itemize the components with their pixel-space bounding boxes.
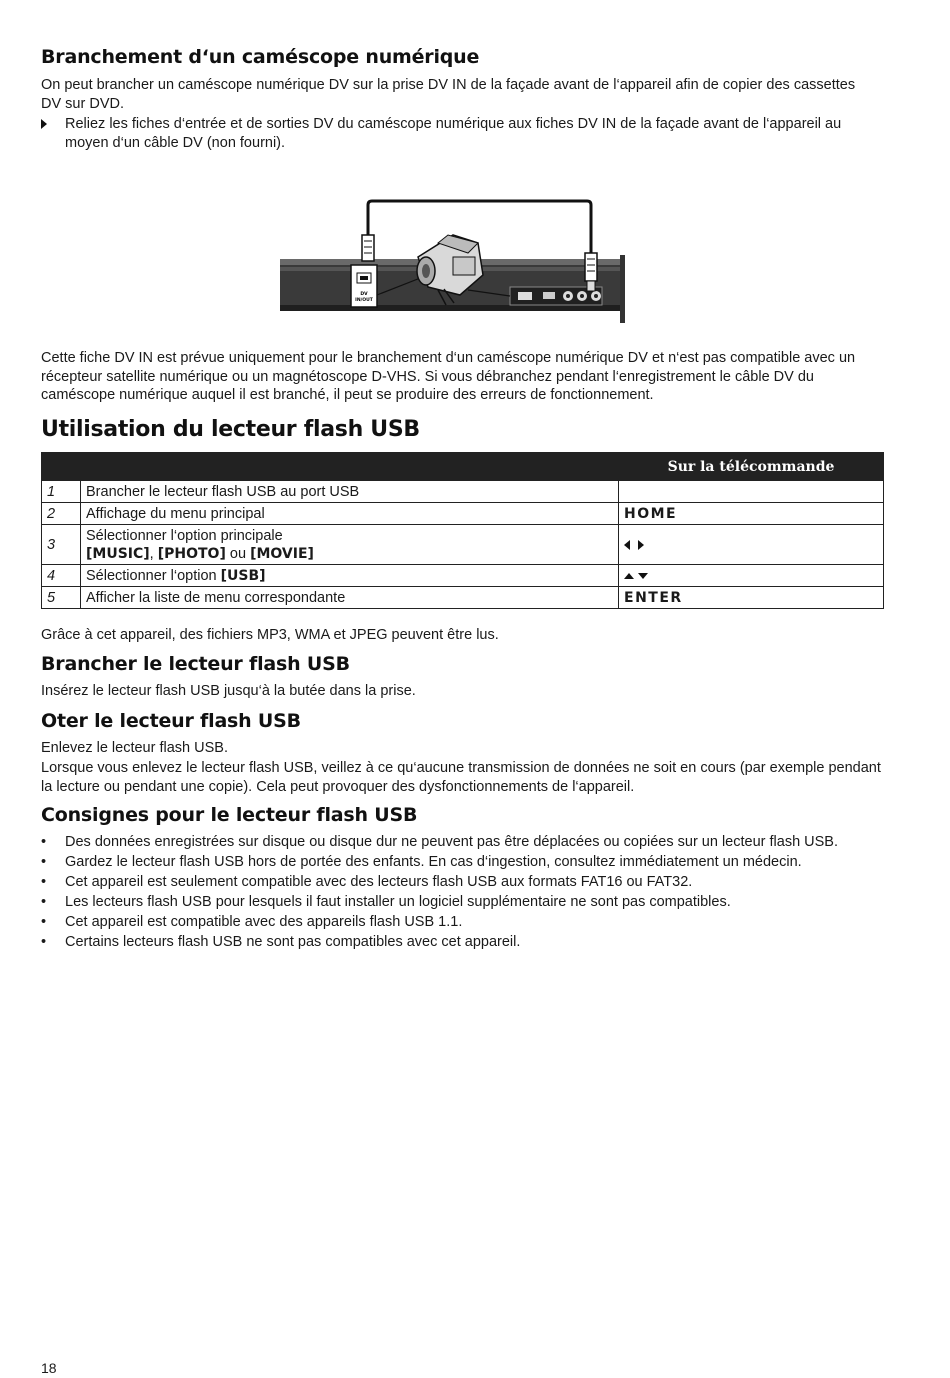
home-key-label: HOME: [619, 503, 884, 525]
table-row: 4 Sélectionner l‘option [USB]: [42, 565, 884, 587]
list-item: • Des données enregistrées sur disque ou disque dur ne peuvent pas être déplacées ou copiées sur un lecteur flash USB.: [41, 832, 886, 852]
camcorder-instruction: [41, 115, 880, 152]
dv-plug-left-icon: [362, 235, 374, 261]
usb-steps-table: [41, 452, 884, 609]
remove-usb-text-1: Enlevez le lecteur flash USB.: [41, 740, 228, 756]
camcorder-connection-diagram: [278, 195, 628, 327]
arrow-bullet-icon: [41, 119, 47, 129]
list-item: • Cet appareil est seulement compatible avec des lecteurs flash USB aux formats FAT16 ou FAT32.: [41, 872, 886, 892]
list-item: • Les lecteurs flash USB pour lesquels il faut installer un logiciel supplémentaire ne sont pas compatibles.: [41, 892, 886, 912]
table-header-row: [42, 453, 884, 481]
section-title-usb: Utilisation du lecteur flash USB: [41, 417, 420, 442]
table-row: 2 Affichage du menu principal HOME: [42, 503, 884, 525]
dv-plug-right-icon: [585, 253, 597, 291]
section-title-usb-instructions: Consignes pour le lecteur flash USB: [41, 804, 418, 826]
up-down-arrows-icon: [619, 565, 884, 587]
down-arrow-icon: [638, 573, 648, 579]
camcorder-intro: On peut brancher un caméscope numérique DV sur la prise DV IN de la façade avant de l‘appareil afin de copier des cassettes DV sur DVD.: [41, 77, 856, 112]
enter-key-label: ENTER: [619, 587, 884, 609]
dv-label-line1: DV: [360, 292, 368, 297]
list-item: • Certains lecteurs flash USB ne sont pas compatibles avec cet appareil.: [41, 932, 886, 952]
camcorder-instruction-text: Reliez les fiches d‘entrée et de sorties DV du caméscope numérique aux fiches DV IN de la façade avant de l‘appareil au moyen d‘un câble DV (non fourni).: [65, 116, 842, 151]
left-arrow-icon: [624, 540, 630, 550]
table-header-remote: Sur la télécommande: [619, 453, 884, 481]
up-arrow-icon: [624, 573, 634, 579]
section-title-camcorder: Branchement d‘un caméscope numérique: [41, 46, 480, 68]
left-right-arrows-icon: [619, 525, 884, 565]
table-row: 1 Brancher le lecteur flash USB au port USB: [42, 481, 884, 503]
dv-in-note: Cette fiche DV IN est prévue uniquement pour le branchement d‘un caméscope numérique DV et n‘est pas compatible avec un récepteur satellite numérique ou un magnétoscope D-VHS. Si vous débranchez pendant l‘enregistrement le câble DV du caméscope numérique auquel il est branché, il peut se produire des erreurs de fonctionnement.: [41, 350, 856, 403]
usb-instructions-list: [41, 832, 886, 952]
dv-label-line2: IN/OUT: [355, 298, 373, 303]
right-arrow-icon: [638, 540, 644, 550]
section-title-plug-usb: Brancher le lecteur flash USB: [41, 653, 350, 675]
list-item: • Cet appareil est compatible avec des appareils flash USB 1.1.: [41, 912, 886, 932]
plug-usb-text: Insérez le lecteur flash USB jusqu‘à la butée dans la prise.: [41, 683, 416, 699]
page-number: 18: [41, 1360, 57, 1376]
list-item: • Gardez le lecteur flash USB hors de portée des enfants. En cas d‘ingestion, consultez immédiatement un médecin.: [41, 852, 886, 872]
table-row: 3 Sélectionner l‘option principale [MUSIC], [PHOTO] ou [MOVIE]: [42, 525, 884, 565]
section-title-remove-usb: Oter le lecteur flash USB: [41, 710, 301, 732]
remove-usb-text-2: Lorsque vous enlevez le lecteur flash USB, veillez à ce qu‘aucune transmission de données ne soit en cours (par exemple pendant la lecture ou pendant une copie). Cela peut provoquer des dysfonctionnements de l‘appareil.: [41, 760, 881, 795]
supported-formats-text: Grâce à cet appareil, des fichiers MP3, WMA et JPEG peuvent être lus.: [41, 627, 499, 643]
table-row: 5 Afficher la liste de menu correspondante ENTER: [42, 587, 884, 609]
